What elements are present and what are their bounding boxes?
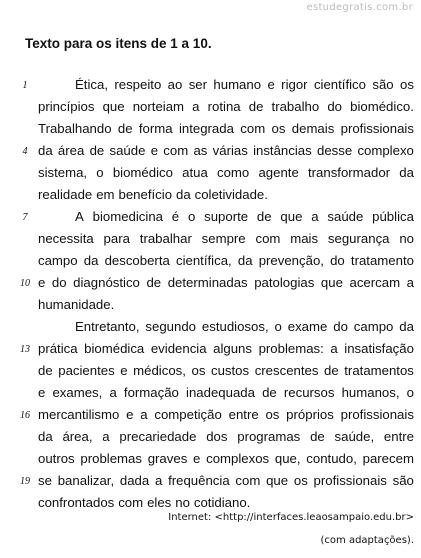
line-number: 13	[20, 344, 30, 355]
line-number: 7	[22, 212, 28, 223]
text-line: Trabalhando de forma integrada com os demais profissionais	[38, 121, 414, 136]
text-line: da área de saúde e com as várias instâncias desse complexo 4	[38, 140, 414, 162]
text-line: prática biomédica evidencia alguns problemas: a insatisfação 13	[38, 338, 414, 360]
text-line: Entretanto, segundo estudiosos, o exame do campo da	[75, 319, 414, 334]
main-text	[20, 74, 414, 514]
site-watermark: estudegratis.com.br	[306, 2, 413, 13]
line-number: 19	[20, 476, 30, 487]
text-line: se banalizar, dada a frequência com que os profissionais são 19	[38, 470, 414, 492]
text-line: humanidade.	[38, 297, 115, 312]
source-note: (com adaptações).	[320, 535, 414, 546]
line-number: 1	[22, 80, 28, 91]
text-line: sistema, o biomédico atua como agente transformador da	[38, 165, 414, 180]
text-line: e exames, a formação inadequada de recursos humanos, o	[38, 385, 414, 400]
text-line: campo da descoberta científica, da prevenção, do tratamento	[38, 253, 414, 268]
source-url: Internet: <http://interfaces.leaosampaio.edu.br>	[168, 512, 414, 523]
text-line: realidade em benefício da coletividade.	[38, 187, 268, 202]
line-number: 4	[22, 146, 28, 157]
text-line: mercantilismo e a competição entre os próprios profissionais 16	[38, 404, 414, 426]
text-line: A biomedicina é o suporte de que a saúde pública 7	[38, 206, 414, 228]
text-line: Ética, respeito ao ser humano e rigor científico são os 1	[38, 74, 414, 96]
text-line: e do diagnóstico de determinadas patologias que acercam a 10	[38, 272, 414, 294]
text-line: necessita para trabalhar sempre com mais segurança no	[38, 231, 414, 246]
section-title: Texto para os itens de 1 a 10.	[25, 36, 212, 51]
text-line: da área, a precariedade dos programas de saúde, entre	[38, 429, 414, 444]
text-line: confrontados com eles no cotidiano.	[38, 495, 251, 510]
text-line: de pacientes e médicos, os custos crescentes de tratamentos	[38, 363, 414, 378]
line-number: 16	[20, 410, 30, 421]
text-line: outros problemas graves e complexos que, contudo, parecem	[38, 451, 414, 466]
text-line: princípios que norteiam a rotina de trabalho do biomédico.	[38, 99, 414, 114]
line-number: 10	[20, 278, 30, 289]
